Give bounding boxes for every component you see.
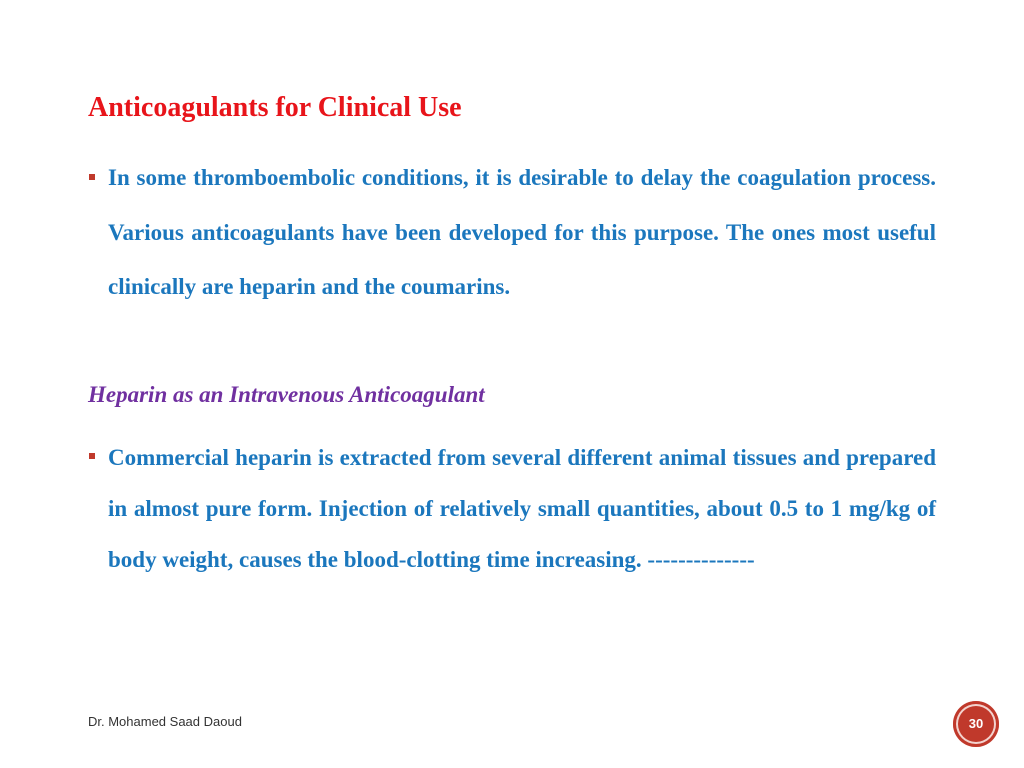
page-number-badge	[953, 701, 999, 747]
bullet-item	[88, 432, 936, 585]
bullet-text: In some thromboembolic conditions, it is desirable to delay the coagulation process. Various anticoagulants have been developed for this purpose. The ones most useful clinically are heparin and the coumarins.	[108, 165, 936, 299]
bullet-item	[88, 151, 936, 315]
page-number: 30	[968, 716, 984, 731]
square-bullet-icon	[88, 432, 108, 483]
slide-title: Anticoagulants for Clinical Use	[88, 92, 462, 123]
bullet-text: Commercial heparin is extracted from several different animal tissues and prepared in almost pure form. Injection of relatively small quantities, about 0.5 to 1 mg/kg of body weight, causes the blood-clotting time increasing. --------------	[108, 445, 936, 572]
section-subheading: Heparin as an Intravenous Anticoagulant	[88, 382, 485, 407]
square-bullet-icon	[88, 151, 108, 205]
footer-author: Dr. Mohamed Saad Daoud	[88, 714, 242, 729]
